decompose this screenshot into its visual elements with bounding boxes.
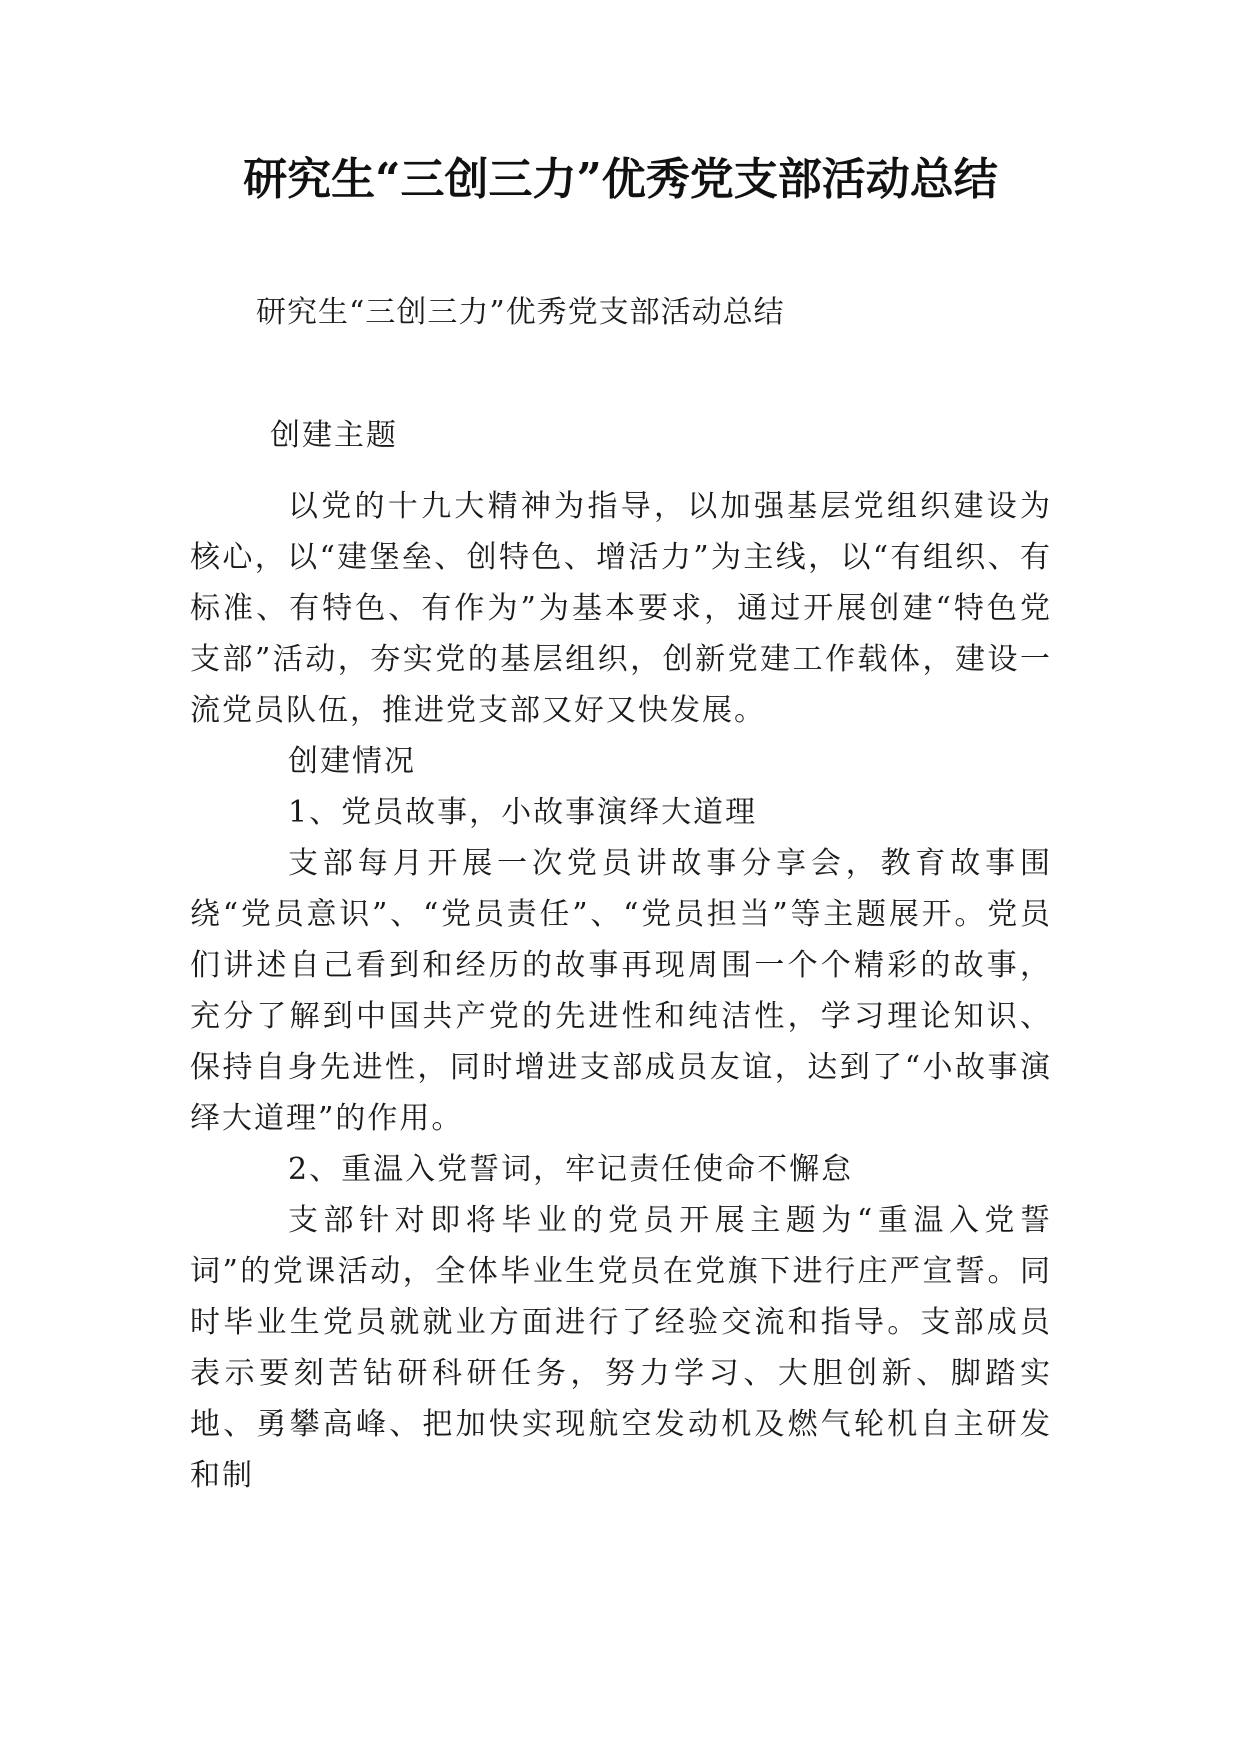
subheading-party-stories: 1、党员故事，小故事演绎大道理 [288,795,758,830]
document-body [190,410,1052,1501]
document-subtitle: 研究生“三创三力”优秀党支部活动总结 [256,295,785,330]
paragraph-oath: 支部针对即将毕业的党员开展主题为“重温入党誓词”的党课活动，全体毕业生党员在党旗下进行庄严宣誓。同时毕业生党员就就业方面进行了经验交流和指导。支部成员表示要刻苦钻研科研任务，努力学习、大胆创新、脚踏实地、勇攀高峰、把加快实现航空发动机及燃气轮机自主研发和制 [190,1203,1052,1493]
paragraph-party-stories: 支部每月开展一次党员讲故事分享会，教育故事围绕“党员意识”、“党员责任”、“党员担当”等主题展开。党员们讲述自己看到和经历的故事再现周围一个个精彩的故事，充分了解到中国共产党的先进性和纯洁性，学习理论知识、保持自身先进性，同时增进支部成员友谊，达到了“小故事演绎大道理”的作用。 [190,846,1052,1136]
paragraph-theme: 以党的十九大精神为指导，以加强基层党组织建设为核心，以“建堡垒、创特色、增活力”为主线，以“有组织、有标准、有特色、有作为”为基本要求，通过开展创建“特色党支部”活动，夯实党的基层组织，创新党建工作载体，建设一流党员队伍，推进党支部又好又快发展。 [190,489,1052,728]
document-title: 研究生“三创三力”优秀党支部活动总结 [243,154,998,205]
subheading-oath: 2、重温入党誓词，牢记责任使命不懈怠 [288,1152,854,1187]
section-heading-theme: 创建主题 [270,418,398,453]
section-heading-status: 创建情况 [288,744,416,779]
